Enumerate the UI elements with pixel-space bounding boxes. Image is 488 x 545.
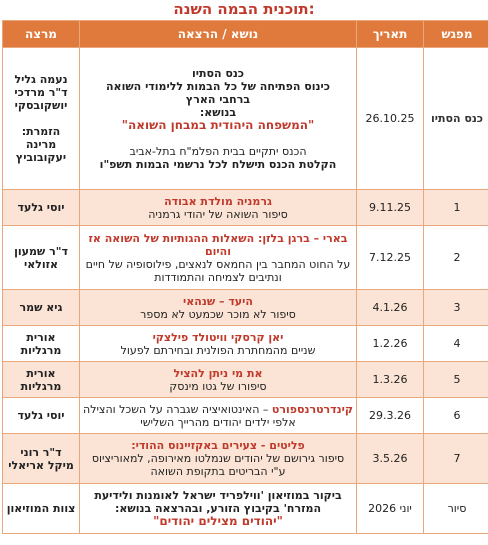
speaker-line: הזמרת: מרינה יעקובוביץ	[15, 125, 67, 164]
topic-line: ביקור במוזיאון 'ווילפריד ישראל לאומנות ולידיעת המזרח' בקיבוץ הזורע, ובהרצאה בנושא:	[94, 489, 342, 515]
topic-cell	[80, 290, 357, 326]
speaker-cell	[3, 48, 80, 190]
topic-cell	[80, 226, 357, 290]
schedule-table	[2, 20, 488, 534]
date-cell: 26.10.25	[357, 48, 424, 190]
topic-line: על החוט המחבר בין החמאס לנאצים, פילוסופיה של חיים ונתיבים לצמיחה והתמודדות	[85, 257, 351, 284]
meeting-cell: כנס הסתיו	[424, 48, 488, 190]
topic-line: סיפור גירושם של יהודים שנמלטו מאירופה, למאוריציוס ע"י הבריטים בתקופת השואה	[91, 452, 345, 478]
header-meeting: מפגש	[424, 21, 488, 48]
meeting-cell: 2	[424, 226, 488, 290]
header-speaker: מרצה	[3, 21, 80, 48]
topic-line: יאן קרסקי וויטולד פילצקי	[152, 330, 284, 344]
date-cell: 9.11.25	[357, 190, 424, 226]
topic-line: כינוס הפתיחה של כל הבמות ללימודי השואה	[106, 79, 330, 93]
meeting-cell: 1	[424, 190, 488, 226]
table-header-row	[3, 21, 488, 48]
topic-cell	[80, 48, 357, 190]
topic-line: קינדרטרנספורט	[271, 402, 353, 416]
table-row	[3, 362, 488, 398]
date-cell: 29.3.26	[357, 398, 424, 434]
topic-cell	[80, 326, 357, 362]
topic-line: הקלטת הכנס תישלח לכל נרשמי הבמות תשפ"ו	[99, 157, 337, 171]
topic-line: בארי – ברגן בלזן: השאלות ההגותיות של השואה אז והיום	[88, 231, 348, 258]
header-date: תאריך	[357, 21, 424, 48]
speaker-cell: ד"ר שמעון אזולאי	[3, 226, 80, 290]
meeting-cell: 5	[424, 362, 488, 398]
date-cell: 7.12.25	[357, 226, 424, 290]
speaker-cell: אורית מרגליות	[3, 362, 80, 398]
topic-line: סיפור לא מוכר שכמעט לא מספר	[140, 307, 296, 321]
topic-line: פליטים - צעירים באקזיינוס ההודי:	[131, 439, 305, 452]
meeting-cell: 4	[424, 326, 488, 362]
date-cell: 1.3.26	[357, 362, 424, 398]
table-row	[3, 226, 488, 290]
meeting-cell: 7	[424, 434, 488, 484]
speaker-line: נעמה גליל	[14, 73, 68, 86]
table-row	[3, 398, 488, 434]
date-cell: 3.5.26	[357, 434, 424, 484]
topic-cell	[80, 484, 357, 534]
topic-line: ברחבי הארץ	[185, 92, 251, 106]
page-title: תוכנית הבמה השנה:	[173, 0, 315, 18]
table-row	[3, 48, 488, 190]
topic-line: סיפורו של גטו מינסק	[169, 379, 267, 393]
speaker-cell: ד"ר רוני מיקל אריאלי	[3, 434, 80, 484]
table-row	[3, 326, 488, 362]
speaker-cell: יוסי גלעד	[3, 190, 80, 226]
meeting-cell: סיור	[424, 484, 488, 534]
speaker-line: ד"ר מרדכי יושקובסקי	[14, 86, 68, 112]
topic-line: סיפור השואה של יהודי גרמניה	[148, 207, 288, 221]
topic-line: את מי ניתן להציל	[173, 366, 263, 380]
table-row	[3, 290, 488, 326]
speaker-cell: צוות המוזיאון	[3, 484, 80, 534]
table-row	[3, 190, 488, 226]
header-topic: נושא / הרצאה	[80, 21, 357, 48]
topic-line: "המשפחה היהודית במבחן השואה"	[121, 117, 315, 132]
topic-cell	[80, 362, 357, 398]
topic-cell	[80, 190, 357, 226]
table-row	[3, 484, 488, 534]
topic-line: גרמניה מולדת אבודה	[164, 194, 272, 208]
meeting-cell: 6	[424, 398, 488, 434]
topic-line: היעד – שנהאי	[183, 294, 253, 308]
topic-cell	[80, 434, 357, 484]
date-cell: 4.1.26	[357, 290, 424, 326]
topic-line: כנס הסתיו	[191, 66, 245, 80]
spacer	[83, 132, 353, 145]
topic-line: הכנס יתקיים בבית הפלמ"ח בתל-אביב	[129, 144, 307, 158]
topic-line: בנושא:	[199, 105, 237, 119]
topic-line: – האינטואיציה שגברה על השכל והצילה אלפי ילדים יהודים מהרייך השלישי	[83, 402, 296, 429]
date-cell: 1.2.26	[357, 326, 424, 362]
spacer	[6, 112, 76, 125]
speaker-cell: אורית מרגליות	[3, 326, 80, 362]
meeting-cell: 3	[424, 290, 488, 326]
topic-cell	[80, 398, 357, 434]
speaker-cell: גיא שמר	[3, 290, 80, 326]
date-cell: יוני 2026	[357, 484, 424, 534]
speaker-cell: יוסי גלעד	[3, 398, 80, 434]
table-row	[3, 434, 488, 484]
topic-line: "יהודים מצילים יהודים"	[153, 514, 283, 528]
topic-line: שניים מהמחתרת הפולנית ובחירתם לפעול	[120, 343, 316, 357]
